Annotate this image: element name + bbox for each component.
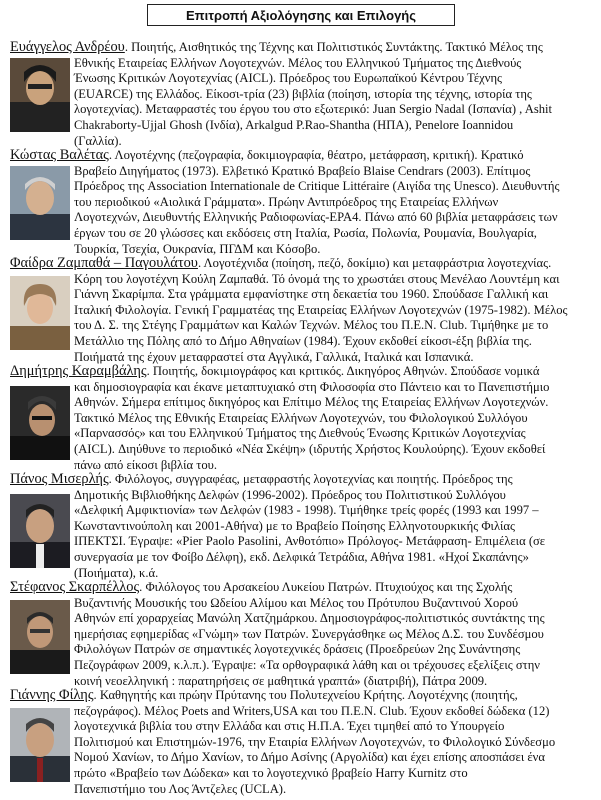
member-name: Γιάννης Φίλης — [10, 688, 94, 703]
member-name: Πάνος Μισερλής — [10, 472, 109, 487]
member-name: Κώστας Βαλέτας — [10, 148, 109, 163]
member-name: Φαίδρα Ζαμπαθά – Παγουλάτου — [10, 256, 198, 271]
page-title: Επιτροπή Αξιολόγησης και Επιλογής — [147, 4, 455, 26]
member-name: Στέφανος Σκαρπέλλος — [10, 580, 140, 595]
member-name: Ευάγγελος Ανδρέου — [10, 40, 125, 55]
member-name: Δημήτρης Καραμβάλης — [10, 364, 147, 379]
